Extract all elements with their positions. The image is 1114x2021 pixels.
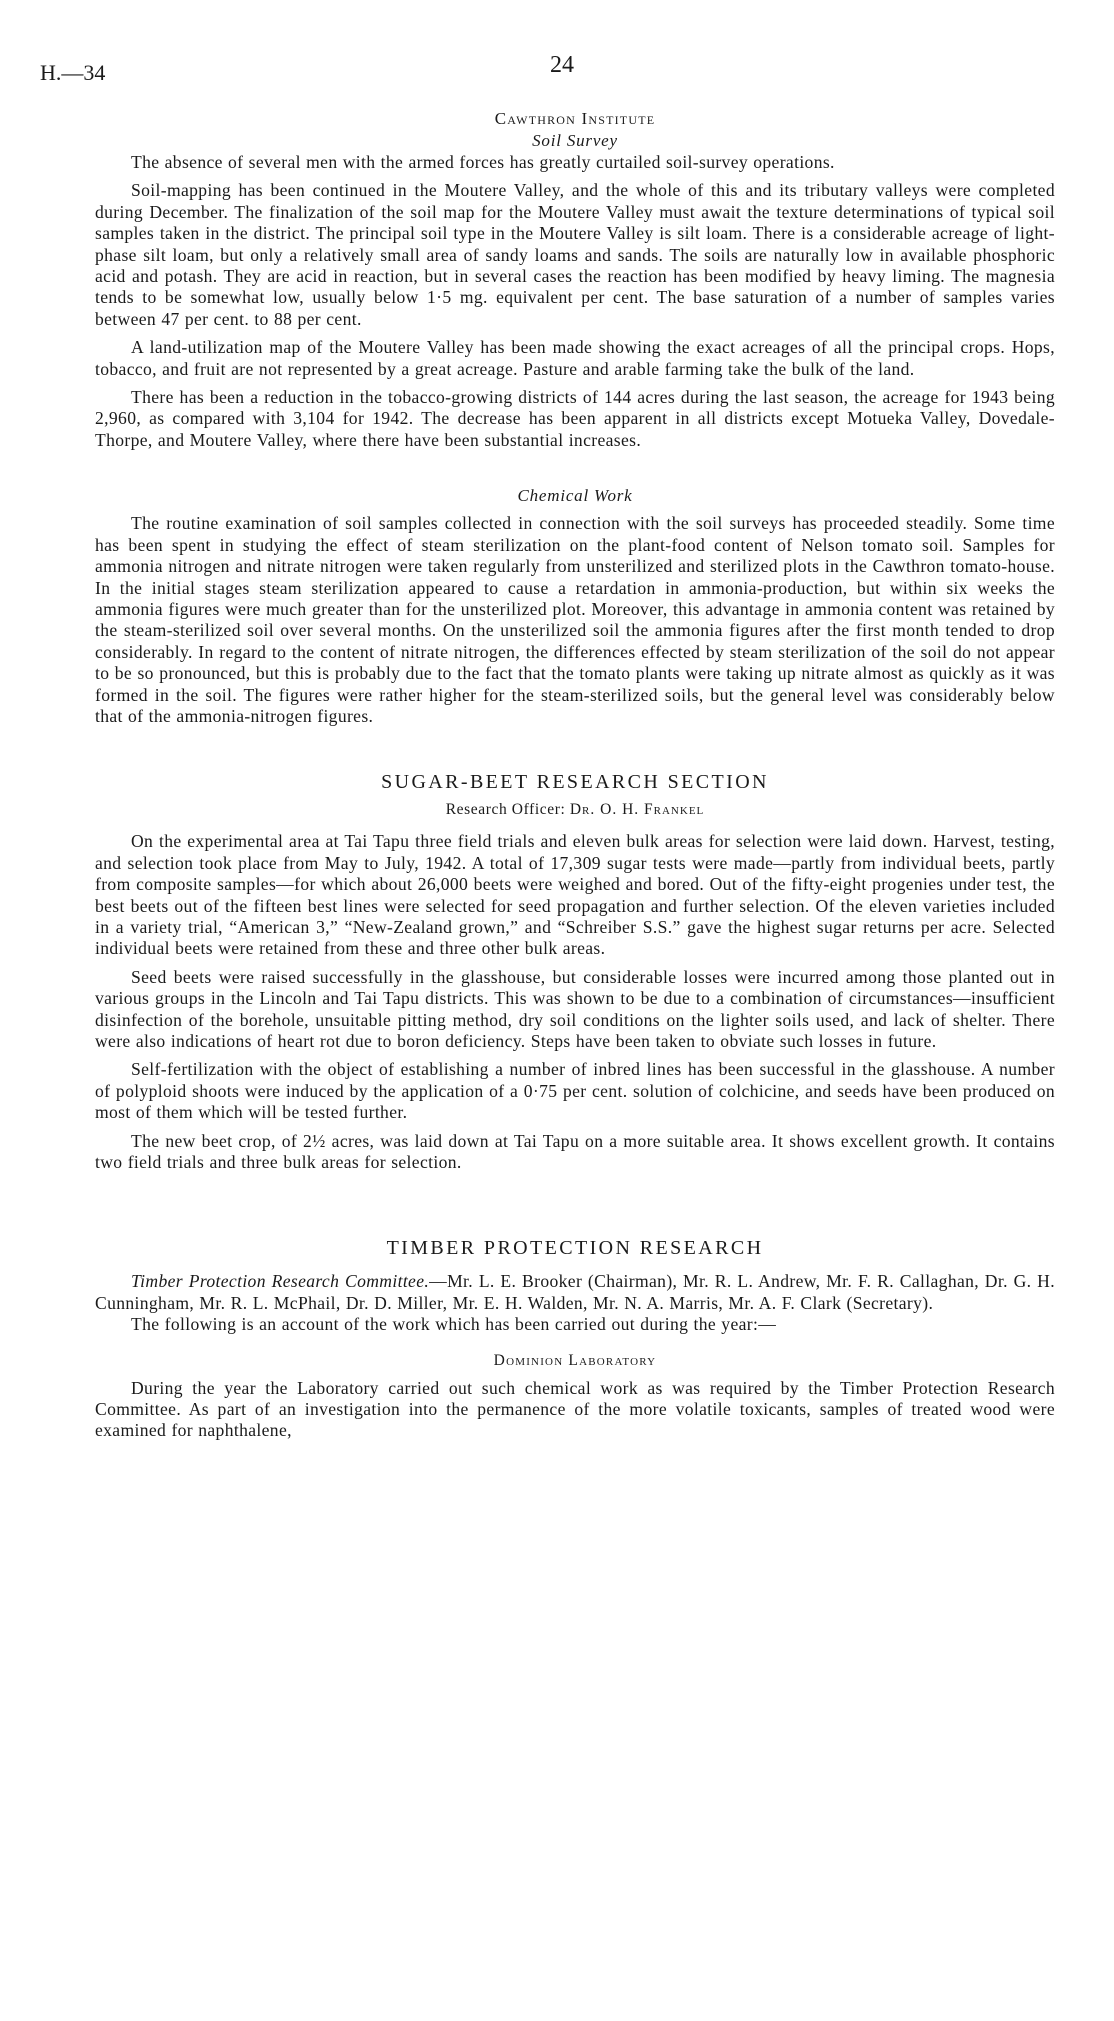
dominion-laboratory-paragraph: During the year the Laboratory carried out such chemical work as was required by the Timber Protection Research Committee. As part of an investigation into the permanence of the more volatile toxicants, samples of treated wood were examined for naphthalene, [95, 1377, 1055, 1441]
page-content [95, 108, 1055, 1442]
sugar-beet-paragraph: Self-fertilization with the object of establishing a number of inbred lines has been successful in the glasshouse. A number of polyploid shoots were induced by the application of a 0·75 per cent. solution of colchicine, and seeds have been produced on most of them which will be tested further. [95, 1059, 1055, 1123]
soil-survey-heading: Soil Survey [532, 131, 618, 150]
committee-label: Timber Protection Research Committee. [131, 1271, 430, 1292]
soil-survey-paragraph: Soil-mapping has been continued in the Moutere Valley, and the whole of this and its tributary valleys were completed during December. The finalization of the soil map for the Moutere Valley must await the texture determinations of typical soil samples taken in the district. The principal soil type in the Moutere Valley is silt loam. There is a considerable acreage of light-phase silt loam, but only a relatively small area of sandy loams and sands. The soils are naturally low in available phosphoric acid and potash. They are acid in reaction, but in several cases the reaction has been modified by heavy liming. The magnesia tends to be somewhat low, usually below 1·5 mg. equivalent per cent. The base saturation of a number of samples varies between 47 per cent. to 88 per cent. [95, 180, 1055, 329]
page-identifier: H.—34 [40, 60, 106, 85]
dominion-laboratory-heading: Dominion Laboratory [493, 1351, 657, 1369]
soil-survey-paragraph: There has been a reduction in the tobacco-growing districts of 144 acres during the last season, the acreage for 1943 being 2,960, as compared with 3,104 for 1942. The decrease has been apparent in all districts except Motueka Valley, Dovedale-Thorpe, and Moutere Valley, where there have been substantial increases. [95, 387, 1055, 450]
timber-intro-paragraph: The following is an account of the work which has been carried out during the year:— [131, 1314, 777, 1335]
chemical-work-heading: Chemical Work [517, 486, 633, 506]
chemical-work-paragraph: The routine examination of soil samples collected in connection with the soil surveys has proceeded steadily. Some time has been spent in studying the effect of steam sterilization on the plant-food content of Nelson tomato soil. Samples for ammonia nitrogen and nitrate nitrogen were taken regularly from unsterilized and sterilized plots in the Cawthron tomato-house. In the initial stages steam sterilization appeared to cause a retardation in ammonia-production, but within six weeks the ammonia figures were much greater than for the unsterilized plot. Moreover, this advantage in ammonia content was retained by the steam-sterilized soil over several months. On the unsterilized soil the ammonia figures after the first month tended to drop considerably. In regard to the content of nitrate nitrogen, the differences effected by steam sterilization of the soil do not appear to be so pronounced, but this is probably due to the fact that the tomato plants were taking up nitrate almost as quickly as it was formed in the soil. The figures were rather higher for the steam-sterilized soils, but the general level was considerably below that of the ammonia-nitrogen figures. [95, 513, 1055, 726]
research-officer-name: Dr. O. H. Frankel [569, 801, 705, 819]
timber-section-title: TIMBER PROTECTION RESEARCH [386, 1237, 764, 1260]
research-officer-label: Research Officer: [445, 801, 566, 819]
committee-members: —Mr. L. E. Brooker (Chairman), Mr. R. L. Andrew, Mr. F. R. Callaghan, Dr. G. H. Cunningham, Mr. R. L. McPhail, Dr. D. Miller, Mr. E. H. Walden, Mr. N. A. Marris, Mr. A. F. Clark (Secretary). [95, 1271, 1055, 1313]
cawthron-heading: Cawthron Institute [494, 109, 656, 128]
sugar-beet-paragraph: On the experimental area at Tai Tapu three field trials and eleven bulk areas for selection were laid down. Harvest, testing, and selection took place from May to July, 1942. A total of 17,309 sugar tests were made—partly from individual beets, partly from composite samples—for which about 26,000 beets were weighed and bored. Out of the fifty-eight progenies under test, the best beets out of the fifteen best lines were selected for seed propagation and further selection. Of the eleven varieties included in a variety trial, “American 3,” “New-Zealand grown,” and “Schreiber S.S.” gave the highest sugar returns per acre. Selected individual beets were retained from these and three other bulk areas. [95, 831, 1055, 959]
sugar-beet-paragraph: The new beet crop, of 2½ acres, was laid down at Tai Tapu on a more suitable area. It shows excellent growth. It contains two field trials and three bulk areas for selection. [95, 1130, 1055, 1173]
soil-survey-paragraph: A land-utilization map of the Moutere Valley has been made showing the exact acreages of all the principal crops. Hops, tobacco, and fruit are not represented by a great acreage. Pasture and arable farming take the bulk of the land. [95, 337, 1055, 379]
sugar-beet-section-title: SUGAR-BEET RESEARCH SECTION [381, 771, 769, 794]
soil-survey-paragraph: The absence of several men with the armed forces has greatly curtailed soil-survey operations. [131, 152, 835, 172]
research-officer-line [95, 799, 1055, 821]
page-number: 24 [550, 52, 574, 78]
committee-paragraph [95, 1271, 1055, 1314]
running-header [0, 52, 1114, 92]
sugar-beet-paragraph: Seed beets were raised successfully in the glasshouse, but considerable losses were incurred among those planted out in various groups in the Lincoln and Tai Tapu districts. This was shown to be due to a combination of circumstances—insufficient disinfection of the borehole, unsuitable pitting method, dry soil conditions on the lighter soils used, and lack of shelter. There were also indications of heart rot due to boron deficiency. Steps have been taken to obviate such losses in future. [95, 966, 1055, 1051]
